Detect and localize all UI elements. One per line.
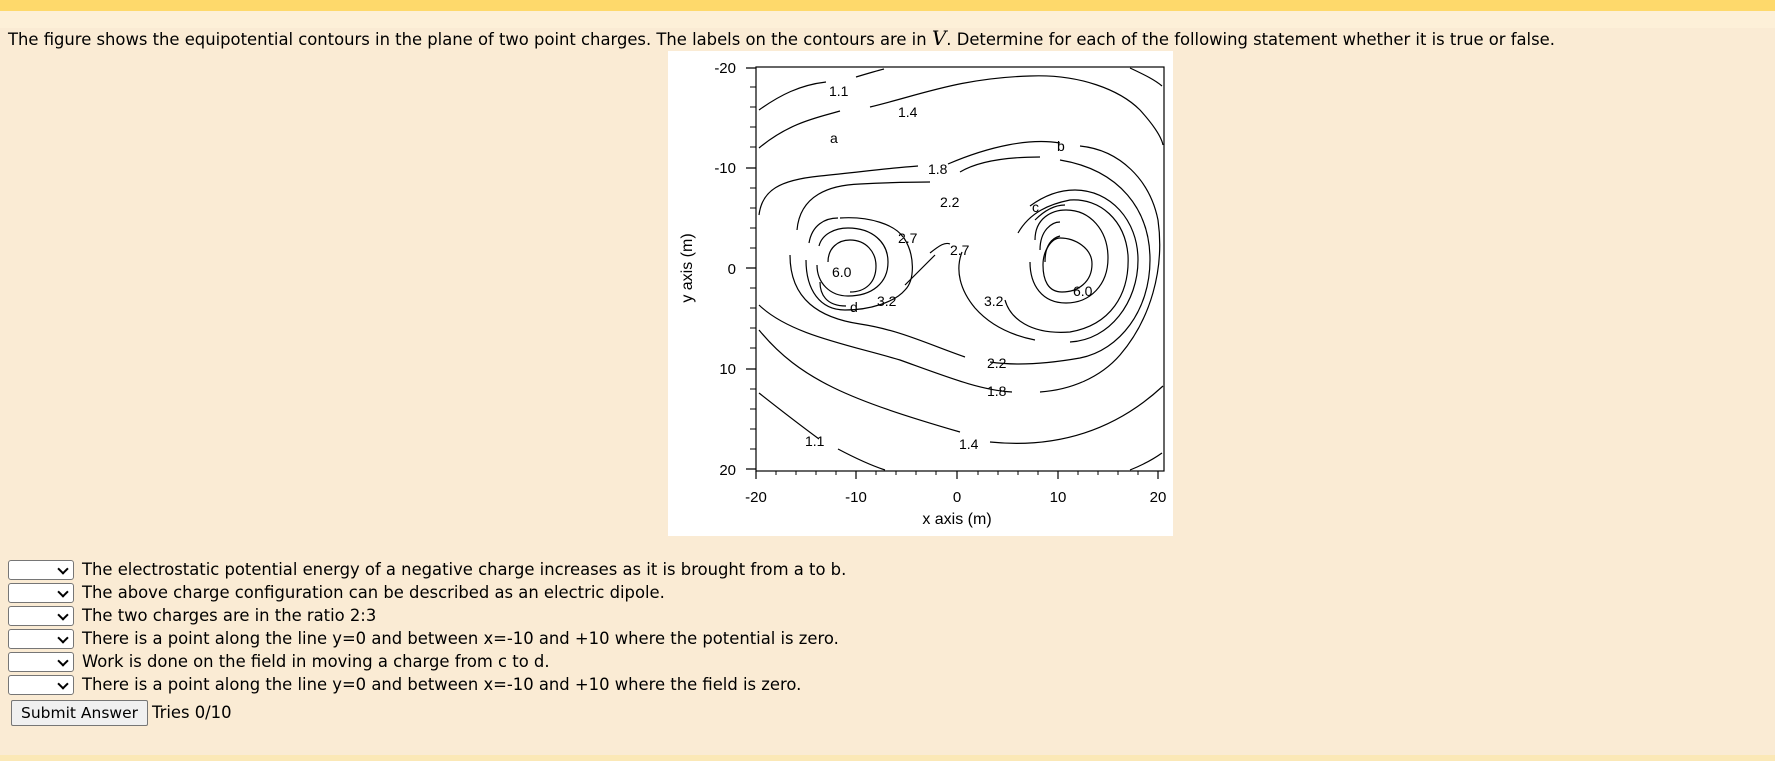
chevron-down-icon — [57, 586, 68, 597]
major-ticks — [746, 68, 1158, 479]
question-text — [8, 27, 1555, 51]
chevron-down-icon — [57, 609, 68, 620]
contour-label: 6.0 — [1073, 283, 1093, 299]
statement-text: There is a point along the line y=0 and between x=-10 and +10 where the potential is zero. — [82, 629, 839, 648]
chevron-down-icon — [57, 563, 68, 574]
point-label-c: c — [1032, 199, 1039, 215]
answer-dropdown[interactable] — [8, 606, 74, 626]
statement-text: The above charge configuration can be described as an electric dipole. — [82, 583, 665, 602]
unit-symbol: V — [931, 26, 947, 50]
statement-row — [8, 582, 665, 603]
x-tick-label: -10 — [845, 489, 867, 506]
answer-dropdown[interactable] — [8, 675, 74, 695]
contour-label: 2.7 — [898, 230, 918, 246]
x-tick-label: 10 — [1049, 489, 1067, 506]
point-label-b: b — [1057, 138, 1065, 154]
y-tick-label: -20 — [714, 60, 736, 77]
contour-label: 2.2 — [987, 355, 1007, 371]
top-strip — [0, 11, 1775, 28]
x-axis-label: x axis (m) — [922, 511, 992, 528]
y-tick-label: 0 — [727, 261, 736, 278]
answer-dropdown[interactable] — [8, 583, 74, 603]
y-axis-label: y axis (m) — [679, 233, 696, 303]
question-part-1: The figure shows the equipotential contours in the plane of two point charges. The labels on the contours are in — [8, 30, 932, 49]
statement-text: Work is done on the field in moving a charge from c to d. — [82, 652, 550, 671]
chevron-down-icon — [57, 655, 68, 666]
statement-row — [8, 651, 550, 672]
contour-label: 1.8 — [928, 161, 948, 177]
point-label-d: d — [850, 299, 858, 315]
point-label-a: a — [830, 130, 838, 146]
statement-text: The electrostatic potential energy of a negative charge increases as it is brought from a to b. — [82, 560, 847, 579]
statement-row — [8, 559, 846, 580]
x-tick-label: 20 — [1149, 489, 1167, 506]
contour-label: 1.1 — [805, 433, 825, 449]
answer-dropdown[interactable] — [8, 652, 74, 672]
contour-label: 3.2 — [877, 293, 897, 309]
statement-row — [8, 628, 839, 649]
contour-label: 6.0 — [832, 264, 852, 280]
contour-label: 3.2 — [984, 293, 1004, 309]
y-tick-label: -10 — [714, 160, 736, 177]
x-tick-label: -20 — [745, 489, 767, 506]
contour-label: 1.4 — [898, 104, 918, 120]
statement-text: The two charges are in the ratio 2:3 — [82, 606, 377, 625]
contour-label: 2.2 — [940, 194, 960, 210]
x-tick-label: 0 — [952, 489, 962, 506]
chevron-down-icon — [57, 678, 68, 689]
contour-label: 1.1 — [829, 83, 849, 99]
statement-row — [8, 605, 376, 626]
contour-figure — [668, 51, 1173, 536]
contour-label: 1.4 — [959, 436, 979, 452]
contour-plot — [668, 51, 1173, 536]
statement-row — [8, 674, 801, 695]
bottom-bar — [0, 755, 1775, 761]
y-tick-label: 20 — [719, 462, 736, 479]
top-bar — [0, 0, 1775, 11]
contour-label: 2.7 — [950, 242, 970, 258]
contour-lines — [759, 68, 1163, 470]
tries-counter: Tries 0/10 — [152, 703, 232, 722]
submit-answer-button[interactable]: Submit Answer — [11, 700, 148, 726]
chevron-down-icon — [57, 632, 68, 643]
answer-dropdown[interactable] — [8, 560, 74, 580]
answer-dropdown[interactable] — [8, 629, 74, 649]
statement-text: There is a point along the line y=0 and between x=-10 and +10 where the field is zero. — [82, 675, 802, 694]
y-tick-label: 10 — [719, 361, 736, 378]
question-part-2: . Determine for each of the following statement whether it is true or false. — [946, 30, 1555, 49]
contour-label: 1.8 — [987, 383, 1007, 399]
